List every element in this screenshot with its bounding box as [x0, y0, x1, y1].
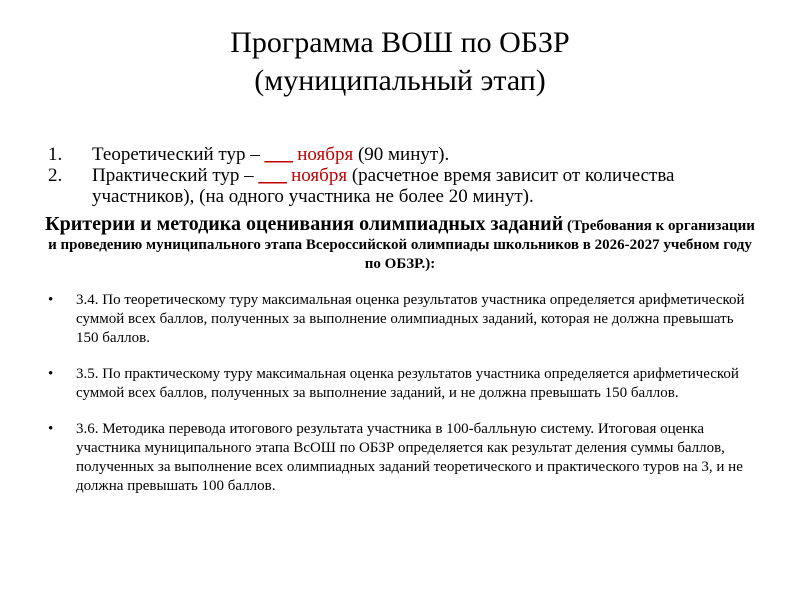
- criteria-note: (Требования к организации и проведению муниципального этапа Всероссийской олимпиады школьников в 2026-2027 учебном году по ОБЗР.):: [48, 218, 755, 272]
- rule-text: 3.6. Методика перевода итогового результата участника в 100-балльную систему. Итоговая оценка участника муниципального этапа ВсОШ по ОБЗР определяется как результат деления суммы баллов, полученных за выполнение всех олимпиадных заданий теоретического и практического туров на 3, и не должна превышать 100 баллов.: [76, 421, 743, 494]
- slide-title: [0, 24, 800, 100]
- tour-month: ноября: [286, 165, 348, 186]
- title-line-2: (муниципальный этап): [254, 64, 546, 97]
- tour-name: Теоретический тур –: [92, 144, 265, 165]
- tours-list: [48, 144, 768, 207]
- rule-text: 3.4. По теоретическому туру максимальная оценка результатов участника определяется арифметической суммой всех баллов, полученных за выполнение олимпиадных заданий, которая не должна превышать 150 баллов.: [76, 292, 745, 346]
- criteria-heading: Критерии и методика оценивания олимпиадных заданий: [45, 213, 564, 235]
- list-item: [48, 365, 748, 403]
- tour-month: ноября: [292, 144, 354, 165]
- criteria-heading-block: [40, 212, 760, 274]
- rules-list: [48, 291, 748, 513]
- tour-item-theoretical: [48, 144, 768, 165]
- bullet: •: [48, 366, 54, 382]
- title-line-1: Программа ВОШ по ОБЗР: [230, 26, 570, 59]
- bullet: •: [48, 421, 54, 437]
- list-item: [48, 291, 748, 348]
- tour-number: 1.: [48, 144, 63, 165]
- tour-duration: (расчетное время зависит от количества участников), (на одного участника не более 20 минут).: [92, 165, 675, 207]
- tour-text: [92, 144, 768, 165]
- date-blank: ___: [264, 144, 293, 165]
- tour-item-practical: [48, 165, 768, 207]
- rule-text: 3.5. По практическому туру максимальная оценка результатов участника определяется арифметической суммой всех баллов, полученных за выполнение заданий, и не должна превышать 150 баллов.: [76, 366, 739, 401]
- tour-number: 2.: [48, 165, 63, 186]
- date-blank: ___: [258, 165, 287, 186]
- tour-name: Практический тур –: [92, 165, 259, 186]
- tour-duration: (90 минут).: [353, 144, 450, 165]
- tour-text: [92, 165, 768, 207]
- bullet: •: [48, 292, 54, 308]
- list-item: [48, 420, 748, 496]
